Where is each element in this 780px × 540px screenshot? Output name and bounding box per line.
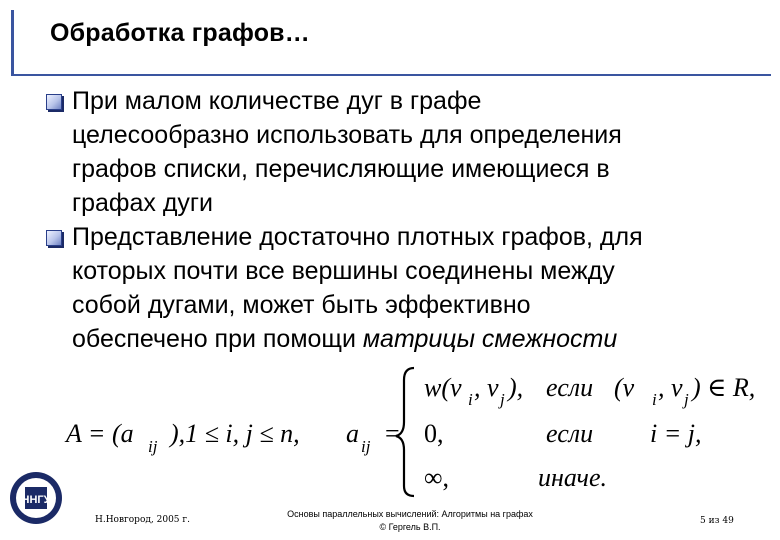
emphasis-term: матрицы смежности — [362, 325, 618, 353]
svg-text:A = (a: A = (a — [66, 419, 134, 448]
svg-text:если: если — [546, 419, 594, 448]
svg-text:i: i — [468, 390, 473, 409]
bullet-item — [44, 84, 744, 220]
svg-text:=: = — [385, 419, 400, 448]
svg-text:иначе.: иначе. — [538, 463, 607, 492]
bullet-list — [44, 84, 744, 356]
svg-text:∞,: ∞, — [424, 463, 450, 492]
title-accent-rule — [11, 10, 14, 76]
page-number: 5 из 49 — [700, 516, 734, 526]
svg-text:) ∈ R,: ) ∈ R, — [692, 373, 756, 402]
bullet-line: графах дуги — [72, 189, 214, 217]
svg-text:(v: (v — [614, 373, 635, 402]
bullet-line: собой дугами, может быть эффективно — [72, 291, 531, 319]
svg-text:ННГУ: ННГУ — [21, 494, 51, 506]
svg-text:i: i — [652, 390, 657, 409]
svg-text:j: j — [684, 390, 689, 409]
bullet-line: целесообразно использовать для определения — [72, 121, 622, 149]
university-logo — [8, 470, 64, 526]
svg-text:если: если — [546, 373, 594, 402]
footer-location-date: Н.Новгород, 2005 г. — [95, 515, 190, 525]
case-row — [424, 419, 702, 448]
formula-aij — [346, 419, 400, 456]
adjacency-matrix-formula — [0, 360, 780, 500]
svg-text:),: ), — [508, 373, 524, 402]
svg-text:, v: , v — [474, 373, 499, 402]
slide-title: Обработка графов… — [50, 19, 310, 47]
svg-text:, v: , v — [658, 373, 683, 402]
footer-author: © Гергель В.П. — [379, 522, 441, 532]
bullet-line: графов списки, перечисляющие имеющиеся в — [72, 155, 610, 183]
case-row — [424, 463, 607, 492]
svg-text:w(v: w(v — [424, 373, 462, 402]
svg-text:j: j — [500, 390, 505, 409]
bullet-line: Представление достаточно плотных графов, для — [72, 223, 643, 251]
svg-text:a: a — [346, 419, 359, 448]
svg-text:0,: 0, — [424, 419, 444, 448]
svg-text:i = j,: i = j, — [650, 419, 702, 448]
svg-text:),1 ≤ i, j ≤ n,: ),1 ≤ i, j ≤ n, — [170, 419, 300, 448]
footer-course — [260, 508, 560, 534]
svg-text:ij: ij — [148, 437, 158, 456]
bullet-square-icon — [46, 94, 62, 110]
bullet-item — [44, 220, 744, 356]
svg-text:ij: ij — [361, 437, 371, 456]
bullet-line — [72, 322, 744, 356]
bullet-square-icon — [46, 230, 62, 246]
case-row — [424, 373, 755, 409]
title-underline — [11, 74, 771, 76]
bullet-line: которых почти все вершины соединены между — [72, 257, 615, 285]
footer-course-title: Основы параллельных вычислений: Алгоритмы на графах — [287, 509, 533, 519]
bullet-line: При малом количестве дуг в графе — [72, 87, 482, 115]
formula-left — [64, 419, 300, 456]
bullet-line-prefix: обеспечено при помощи — [72, 325, 363, 353]
